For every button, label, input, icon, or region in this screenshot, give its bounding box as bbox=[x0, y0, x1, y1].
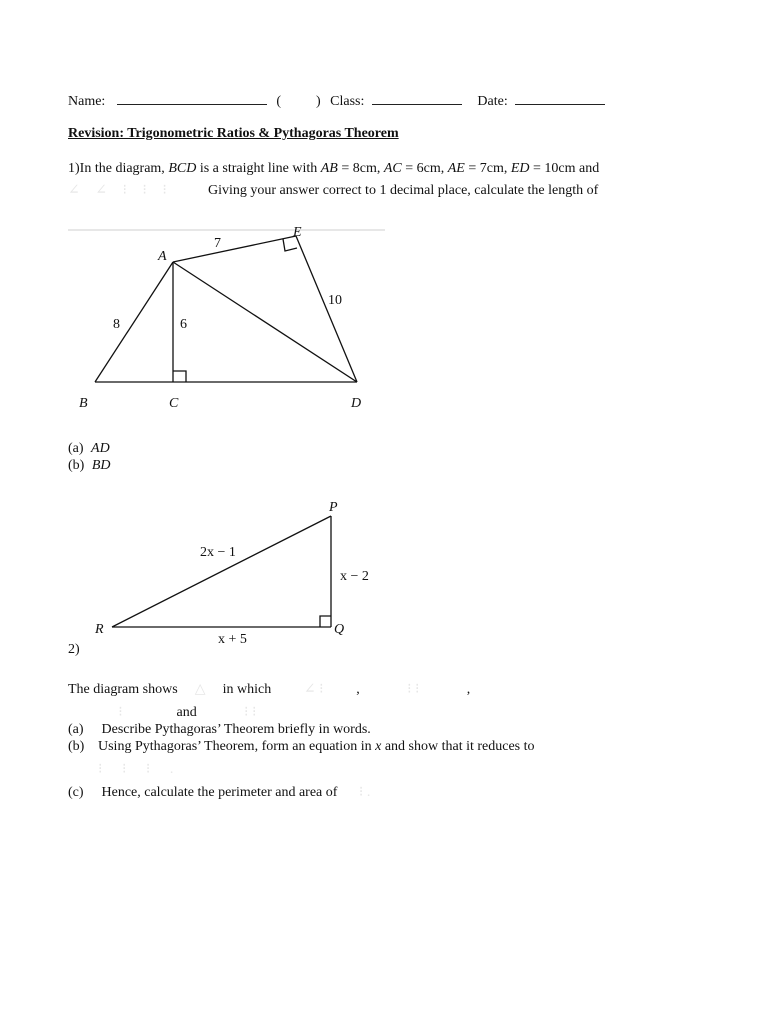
q1-ac: AC bbox=[383, 161, 402, 176]
q2-part-b-text-a: Using Pythagoras’ Theorem, form an equation in bbox=[98, 739, 376, 754]
right-angle-q bbox=[320, 616, 331, 627]
right-angle-c bbox=[173, 371, 186, 382]
q2-faint-side-3: ⁝ ⁝ bbox=[244, 705, 257, 720]
q2-part-b-text-b: and show that it reduces to bbox=[381, 739, 535, 754]
vertex-label-b: B bbox=[79, 396, 88, 411]
q1-bcd: BCD bbox=[168, 161, 197, 176]
q2-faint-side-1: ⁝ ⁝ bbox=[407, 682, 420, 697]
q2-part-c-tag: (c) bbox=[68, 785, 84, 800]
segment-ed bbox=[296, 236, 357, 382]
q2-in-which: in which bbox=[222, 682, 272, 697]
q2-part-a-tag: (a) bbox=[68, 722, 84, 737]
q2-intro: The diagram shows bbox=[68, 682, 178, 697]
q2-part-b-var: x bbox=[375, 739, 382, 754]
q2-and-line bbox=[68, 705, 300, 721]
q2-intro-line bbox=[68, 682, 470, 698]
q1-faint-math: ∠ ∠ ⁝ ⁝ ⁝ bbox=[68, 183, 173, 198]
q2-comma-2: , bbox=[466, 682, 471, 697]
q2-faint-angle: ∠ ⁝ bbox=[303, 682, 324, 697]
q1-part-b-tag: (b) bbox=[68, 458, 85, 473]
q2-faint-triangle-end: ⁝ . bbox=[358, 785, 371, 800]
q1-ac-val: = 6cm, bbox=[401, 161, 448, 176]
q2-number: 2) bbox=[68, 642, 80, 657]
segment-ae bbox=[173, 236, 296, 262]
index-open-paren: ( bbox=[276, 94, 281, 109]
vertex-label-c: C bbox=[169, 396, 179, 411]
vertex-label-q: Q bbox=[334, 622, 345, 637]
length-ab-label: 8 bbox=[113, 317, 120, 332]
figure-2-diagram bbox=[0, 490, 768, 660]
q2-part-b-tag: (b) bbox=[68, 739, 85, 754]
q2-part-a-text: Describe Pythagoras’ Theorem briefly in words. bbox=[101, 722, 371, 737]
q1-ae-val: = 7cm, bbox=[464, 161, 511, 176]
q1-intro-b: is a straight line with bbox=[196, 161, 321, 176]
class-label: Class: bbox=[330, 94, 365, 109]
q1-ed-val: = 10cm and bbox=[529, 161, 600, 176]
length-ed-label: 10 bbox=[328, 293, 342, 308]
segment-ad bbox=[173, 262, 357, 382]
right-angle-e bbox=[283, 239, 297, 251]
q1-line2: Giving your answer correct to 1 decimal place, calculate the length of bbox=[208, 183, 599, 198]
worksheet-title: Revision: Trigonometric Ratios & Pythagoras Theorem bbox=[68, 126, 399, 141]
side-rp-label: 2x − 1 bbox=[200, 545, 236, 560]
q1-ab: AB bbox=[320, 161, 338, 176]
q2-part-b bbox=[68, 739, 535, 755]
segment-rp bbox=[112, 516, 331, 627]
vertex-label-a: A bbox=[158, 249, 167, 264]
q2-part-c-text: Hence, calculate the perimeter and area of bbox=[101, 785, 338, 800]
q2-comma-1: , bbox=[356, 682, 360, 697]
q2-part-a bbox=[68, 722, 371, 738]
length-ae-label: 7 bbox=[214, 236, 221, 251]
side-pq-label: x − 2 bbox=[340, 569, 369, 584]
q1-intro-a: In the diagram, bbox=[79, 161, 169, 176]
segment-ab bbox=[95, 262, 173, 382]
length-ac-label: 6 bbox=[180, 317, 187, 332]
vertex-label-d: D bbox=[351, 396, 362, 411]
q2-part-c bbox=[68, 785, 370, 801]
figure-1-diagram bbox=[0, 0, 768, 430]
vertex-label-p: P bbox=[329, 500, 338, 515]
side-rq-label: x + 5 bbox=[218, 632, 247, 647]
vertex-label-r: R bbox=[95, 622, 104, 637]
q1-ae: AE bbox=[447, 161, 465, 176]
q1-part-a-text: AD bbox=[91, 441, 110, 456]
vertex-label-e: E bbox=[293, 225, 302, 240]
q2-faint-equation: ⁝ ⁝ ⁝ . bbox=[98, 762, 182, 777]
q1-number: 1) bbox=[68, 161, 80, 176]
q1-ab-val: = 8cm, bbox=[337, 161, 384, 176]
date-label: Date: bbox=[477, 94, 508, 109]
q2-faint-triangle: △ bbox=[194, 682, 206, 697]
index-close-paren: ) bbox=[316, 94, 321, 109]
q2-and: and bbox=[176, 705, 197, 720]
q2-faint-side-2: ⁝ bbox=[118, 705, 123, 720]
q1-ed: ED bbox=[510, 161, 530, 176]
q1-part-a bbox=[68, 441, 110, 457]
name-label: Name: bbox=[68, 94, 106, 109]
q1-part-b bbox=[68, 458, 111, 474]
q1-part-a-tag: (a) bbox=[68, 441, 84, 456]
q1-part-b-text: BD bbox=[91, 458, 111, 473]
